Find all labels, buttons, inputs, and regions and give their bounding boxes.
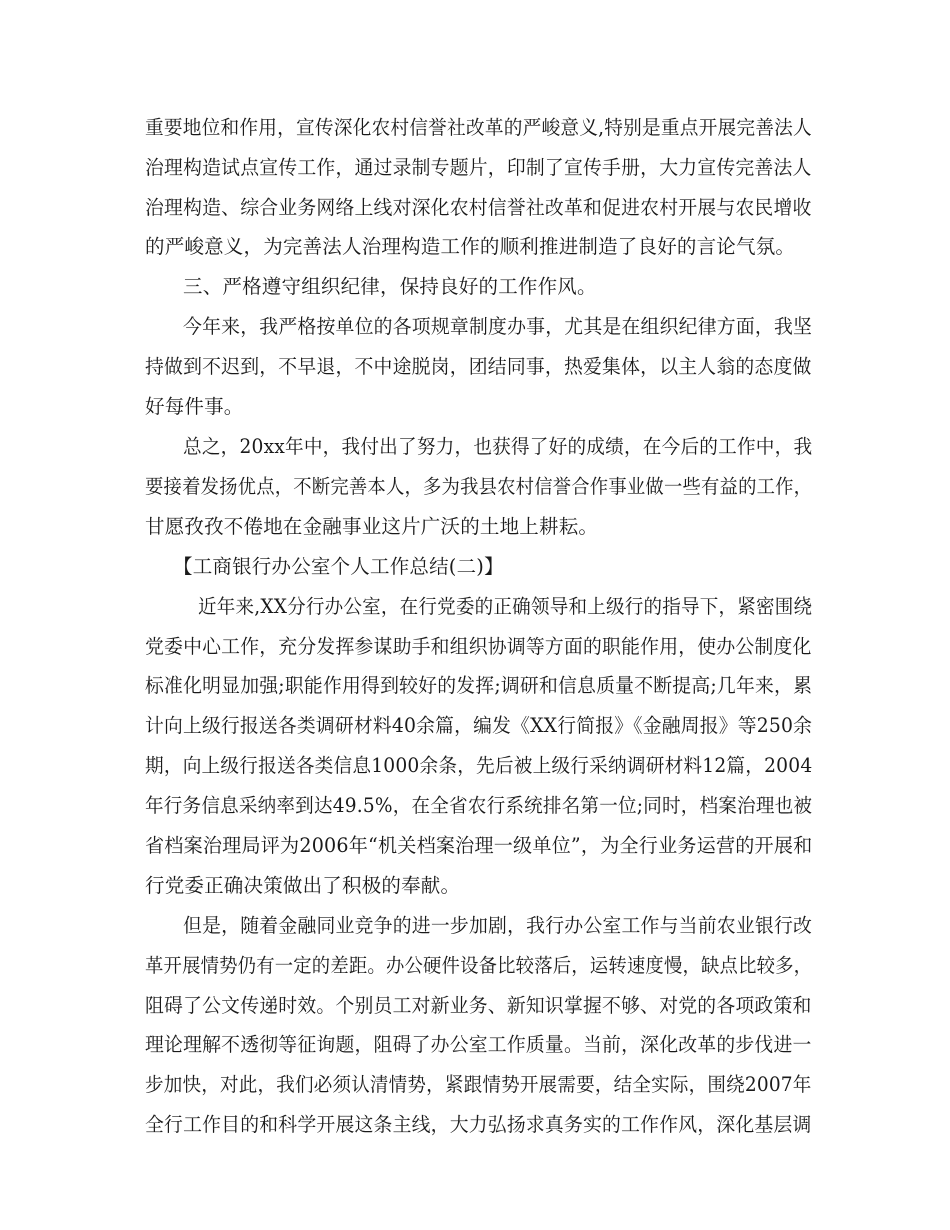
body-text-line: 今年来，我严格按单位的各项规章制度办事，尤其是在组织纪律方面，我坚 xyxy=(183,315,813,338)
body-text-line: 革开展情势仍有一定的差距。办公硬件设备比较落后，运转速度慢，缺点比较多， xyxy=(145,954,813,977)
body-text-line: 甘愿孜孜不倦地在金融事业这片广沃的土地上耕耘。 xyxy=(145,515,599,538)
body-text-line: 党委中心工作，充分发挥参谋助手和组织协调等方面的职能作用，使办公制度化 xyxy=(145,635,812,658)
body-text-line: 治理构造、综合业务网络上线对深化农村信誉社改革和促进农村开展与农民增收 xyxy=(145,196,812,219)
body-text-line: 近年来,XX分行办公室，在行党委的正确领导和上级行的指导下，紧密围绕 xyxy=(198,595,813,618)
body-text-line: 省档案治理局评为2006年“机关档案治理一级单位”，为全行业务运营的开展和 xyxy=(145,834,813,857)
body-text-line: 要接着发扬优点，不断完善本人，多为我县农村信誉合作事业做一些有益的工作， xyxy=(145,475,813,498)
body-text-line: 持做到不迟到，不早退，不中途脱岗，团结同事，热爱集体，以主人翁的态度做 xyxy=(145,355,812,378)
body-text-line: 全行工作目的和科学开展这条主线，大力弘扬求真务实的工作作风，深化基层调 xyxy=(145,1113,812,1136)
section-heading: 三、严格遵守组织纪律，保持良好的工作作风。 xyxy=(183,275,597,298)
body-text-line: 行党委正确决策做出了积极的奉献。 xyxy=(145,874,461,897)
body-text-line: 期，向上级行报送各类信息1000余条，先后被上级行采纳调研材料12篇，2004 xyxy=(145,754,813,777)
body-text-line: 重要地位和作用，宣传深化农村信誉社改革的严峻意义,特别是重点开展完善法人 xyxy=(145,116,812,139)
article-title: 【工商银行办公室个人工作总结(二)】 xyxy=(173,555,504,578)
body-text-line: 但是，随着金融同业竞争的进一步加剧，我行办公室工作与当前农业银行改 xyxy=(183,914,813,937)
body-text-line: 年行务信息采纳率到达49.5%，在全省农行系统排名第一位;同时，档案治理也被 xyxy=(145,794,813,817)
body-text-line: 标准化明显加强;职能作用得到较好的发挥;调研和信息质量不断提高;几年来，累 xyxy=(145,674,813,697)
body-text-line: 阻碍了公文传递时效。个别员工对新业务、新知识掌握不够、对党的各项政策和 xyxy=(145,994,812,1017)
body-text-line: 步加快，对此，我们必须认清情势，紧跟情势开展需要，结全实际，围绕2007年 xyxy=(145,1073,812,1096)
body-text-line: 好每件事。 xyxy=(145,395,244,418)
body-text-line: 计向上级行报送各类调研材料40余篇，编发《XX行简报》《金融周报》等250余 xyxy=(145,714,813,737)
body-text-line: 的严峻意义，为完善法人治理构造工作的顺利推进制造了良好的言论气氛。 xyxy=(145,235,796,258)
body-text-line: 总之，20xx年中，我付出了努力，也获得了好的成绩，在今后的工作中，我 xyxy=(183,435,813,458)
body-text-line: 治理构造试点宣传工作，通过录制专题片，印制了宣传手册，大力宣传完善法人 xyxy=(145,156,812,179)
body-text-line: 理论理解不透彻等征询题，阻碍了办公室工作质量。当前，深化改革的步伐进一 xyxy=(145,1033,812,1056)
